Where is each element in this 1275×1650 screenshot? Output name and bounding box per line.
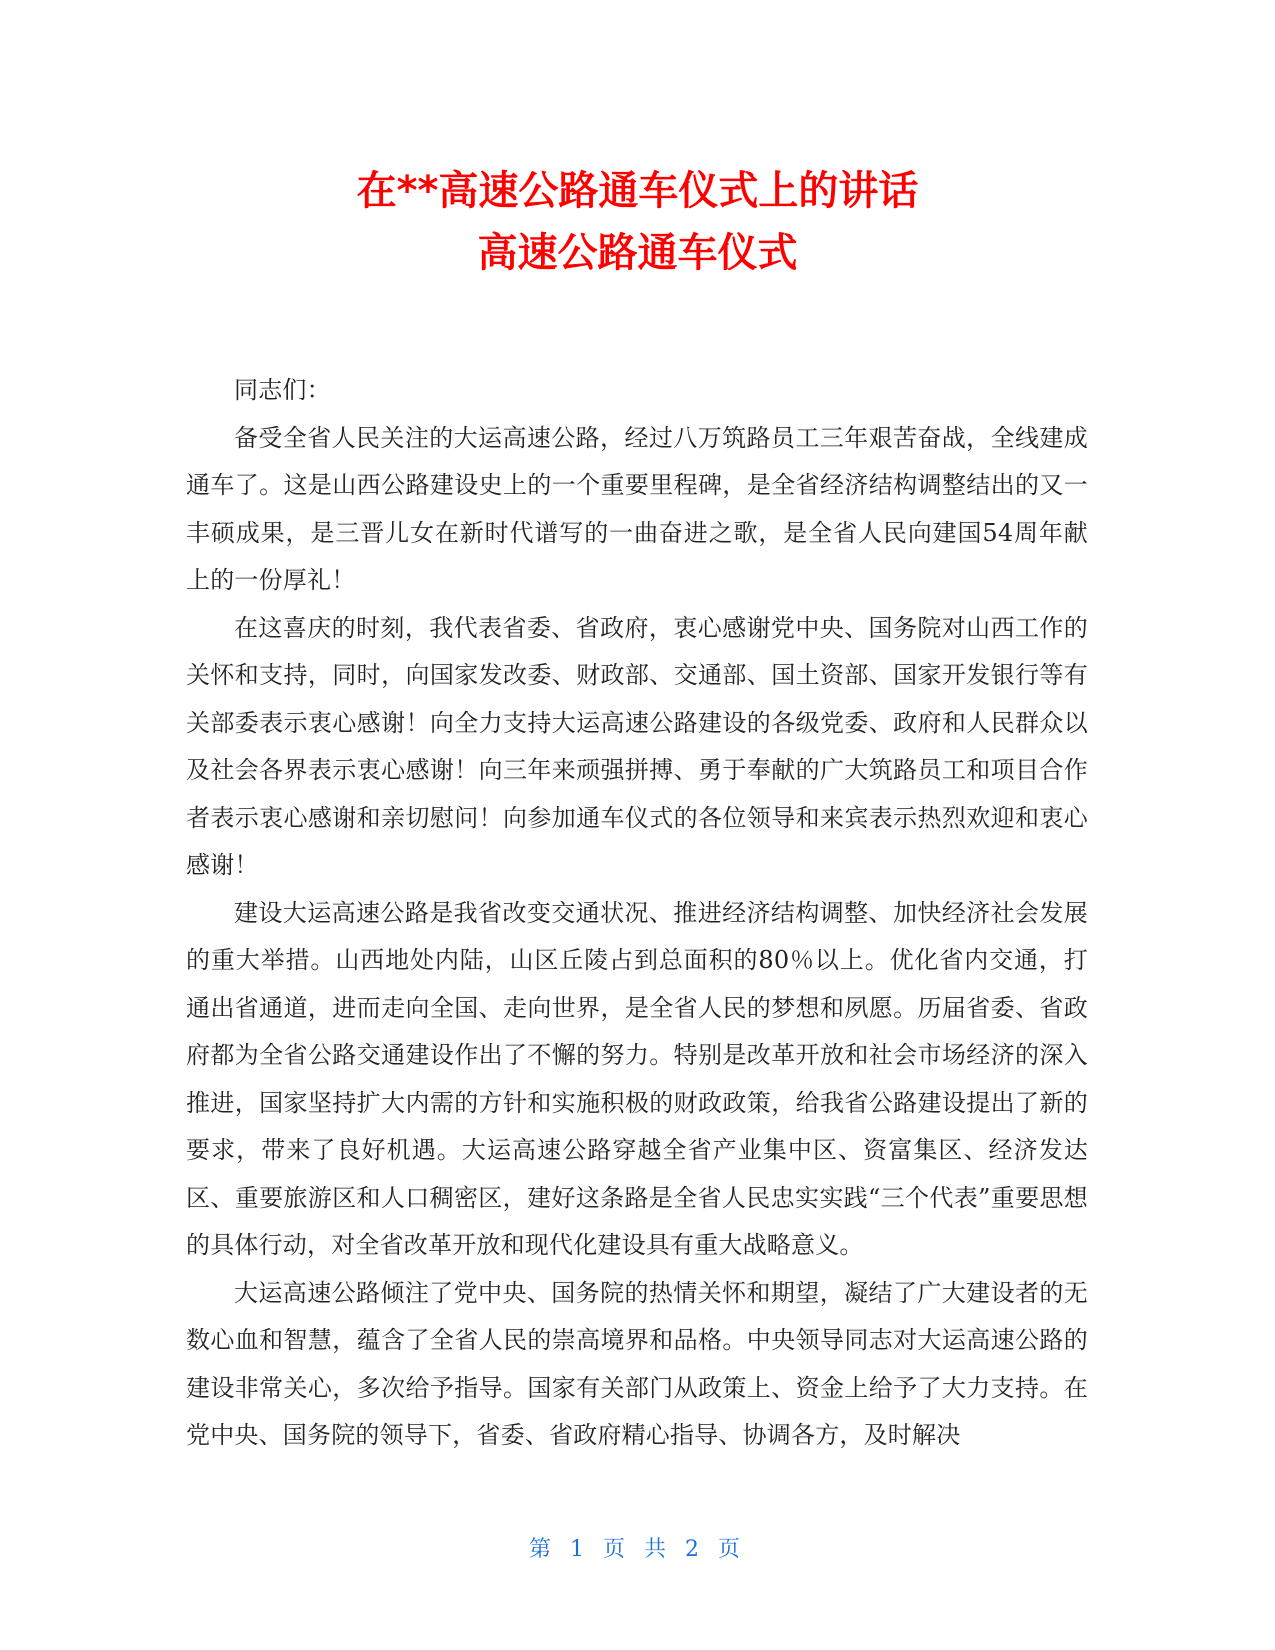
paragraph: 大运高速公路倾注了党中央、国务院的热情关怀和期望，凝结了广大建设者的无数心血和智慧，蕴含了全省人民的崇高境界和品格。中央领导同志对大运高速公路的建设非常关心，多次给予指导。国家有关部门从政策上、资金上给予了大力支持。在党中央、国务院的领导下，省委、省政府精心指导、协调各方，及时解决 [186,1278,1088,1449]
speech-body [186,367,1088,1460]
page-title: 在**高速公路通车仪式上的讲话 [356,168,919,214]
paragraph: 在这喜庆的时刻，我代表省委、省政府，衷心感谢党中央、国务院对山西工作的关怀和支持，同时，向国家发改委、财政部、交通部、国土资部、国家开发银行等有关部委表示衷心感谢！向全力支持大运高速公路建设的各级党委、政府和人民群众以及社会各界表示衷心感谢！向三年来顽强拼搏、勇于奉献的广大筑路员工和项目合作者表示衷心感谢和亲切慰问！向参加通车仪式的各位领导和来宾表示热烈欢迎和衷心感谢！ [186,613,1088,879]
paragraph: 建设大运高速公路是我省改变交通状况、推进经济结构调整、加快经济社会发展的重大举措。山西地处内陆，山区丘陵占到总面积的80％以上。优化省内交通，打通出省通道，进而走向全国、走向世界，是全省人民的梦想和夙愿。历届省委、省政府都为全省公路交通建设作出了不懈的努力。特别是改革开放和社会市场经济的深入推进，国家坚持扩大内需的方针和实施积极的财政政策，给我省公路建设提出了新的要求，带来了良好机遇。大运高速公路穿越全省产业集中区、资富集区、经济发达区、重要旅游区和人口稠密区，建好这条路是全省人民忠实实践“三个代表”重要思想的具体行动，对全省改革开放和现代化建设具有重大战略意义。 [186,898,1088,1259]
page-number-footer: 第 1 页 共 2 页 [529,1537,746,1562]
page-subtitle: 高速公路通车仪式 [477,230,798,276]
paragraph: 备受全省人民关注的大运高速公路，经过八万筑路员工三年艰苦奋战，全线建成通车了。这是山西公路建设史上的一个重要里程碑，是全省经济结构调整结出的又一丰硕成果，是三晋儿女在新时代谱写的一曲奋进之歌，是全省人民向建国54周年献上的一份厚礼！ [186,423,1088,594]
salutation: 同志们： [234,376,331,404]
title-block [0,160,1275,284]
